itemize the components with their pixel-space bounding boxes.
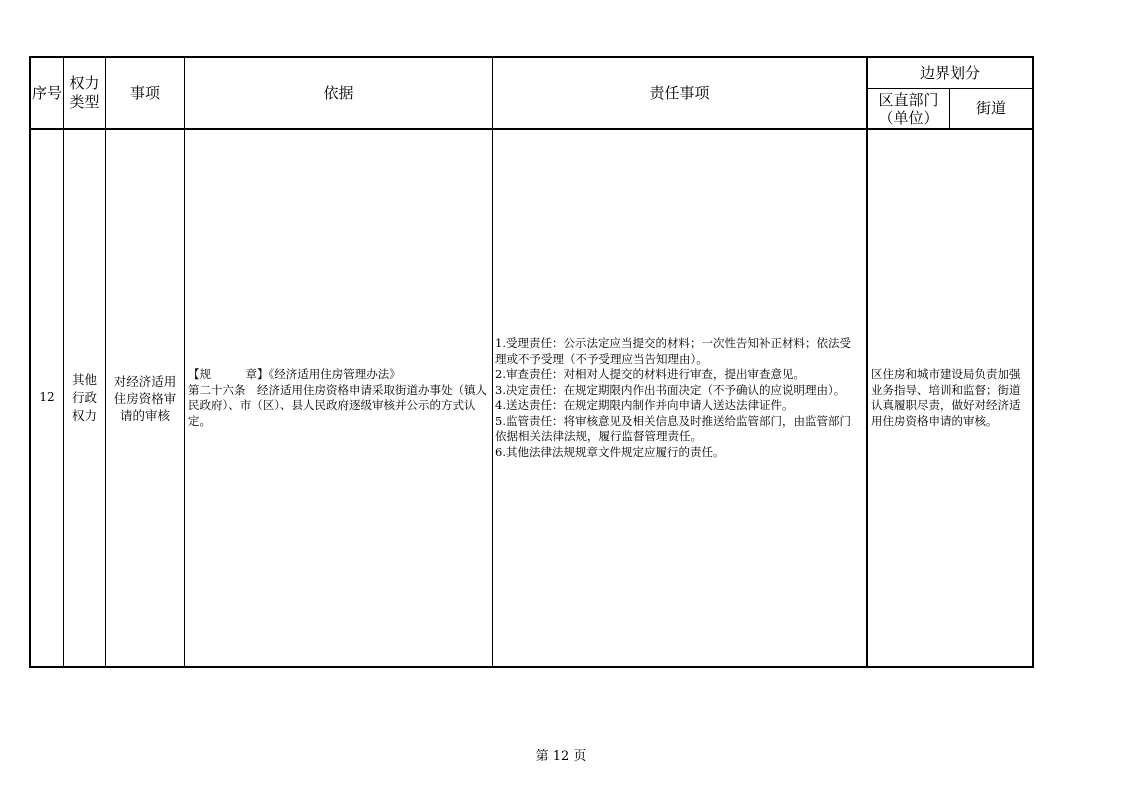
- table-border-bottom: [29, 666, 1034, 668]
- header-district-dept: 区直部门 （单位）: [878, 90, 939, 127]
- table-border-right: [1032, 56, 1034, 668]
- row-item: 对经济适用 住房资格审 请的审核: [113, 373, 177, 423]
- header-responsibility: 责任事项: [649, 83, 710, 102]
- header-street: 街道: [975, 99, 1006, 117]
- header-power-type: 权力 类型: [69, 74, 100, 111]
- page-number: 第 12 页: [535, 749, 587, 764]
- header-boundary: 边界划分: [919, 63, 980, 82]
- row-basis: 【规 章】《经济适用住房管理办法》 第二十六条 经济适用住房资格申请采取街道办事处（镇人民政府）、市（区）、县人民政府逐级审核并公示的方式认定。: [188, 367, 487, 428]
- col-divider-3: [184, 56, 185, 668]
- row-boundary: 区住房和城市建设局负责加强业务指导、培训和监督；街道认真履职尽责，做好对经济适用住房资格申请的审核。: [871, 367, 1021, 428]
- header-seq: 序号: [31, 83, 62, 102]
- row-seq: 12: [39, 390, 55, 405]
- header-basis: 依据: [323, 83, 354, 102]
- col-divider-5: [866, 56, 868, 668]
- row-power-type: 其他 行政 权力: [71, 372, 97, 423]
- col-divider-4: [492, 56, 493, 668]
- header-item: 事项: [129, 83, 160, 102]
- row-responsibility: 1.受理责任：公示法定应当提交的材料；一次性告知补正材料；依法受理或不予受理（不予受理应当告知理由）。 2.审查责任：对相对人提交的材料进行审查，提出审查意见。 3.决定责任：在规定期限内作出书面决定（不予确认的应说明理由）。 4.送达责任：在规定期限内制作并向申请人送达法律证件。 5.监管责任：将审核意见及相关信息及时推送给监管部门，由监管部门依据相关法律法规，履行监督管理责任。 6.其他法律法规规章文件规定应履行的责任。: [495, 336, 851, 459]
